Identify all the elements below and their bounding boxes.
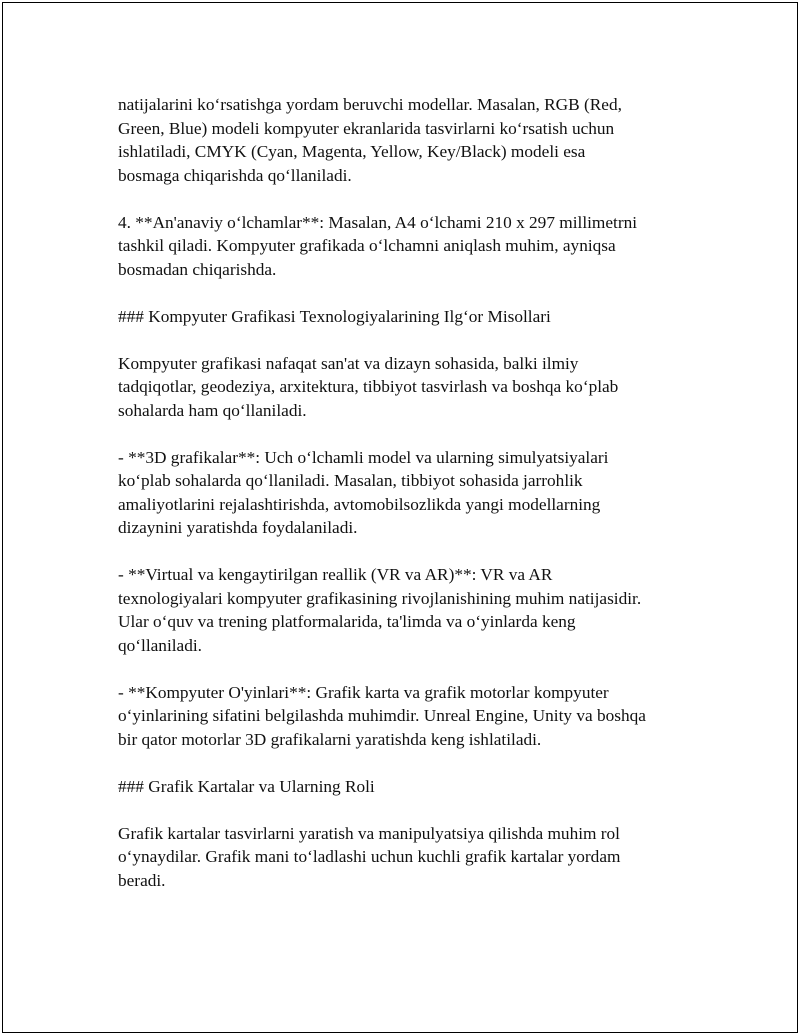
text-line: ### Grafik Kartalar va Ularning Roli [118,776,375,796]
text-line: dizaynini yaratishda foydalaniladi. [118,518,358,537]
text-line: - **Kompyuter O'yinlari**: Grafik karta va grafik motorlar kompyuter [118,682,609,702]
text-line: texnologiyalari kompyuter grafikasining rivojlanishining muhim natijasidir. [118,588,642,608]
text-line: tadqiqotlar, geodeziya, arxitektura, tibbiyot tasvirlash va boshqa ko‘plab [118,377,619,396]
text-line: ishlatiladi, CMYK (Cyan, Magenta, Yellow, Key/Black) modeli esa [118,142,586,161]
text-line: Grafik kartalar tasvirlarni yaratish va manipulyatsiya qilishda muhim rol [118,823,620,843]
text-line: bosmaga chiqarishda qo‘llaniladi. [118,165,352,185]
text-line: beradi. [118,870,166,890]
text-line: Green, Blue) modeli kompyuter ekranlarida tasvirlarni ko‘rsatish uchun [118,118,615,138]
text-line: Kompyuter grafikasi nafaqat san'at va dizayn sohasida, balki ilmiy [118,353,579,373]
paragraph [118,775,698,799]
paragraph [118,681,698,752]
text-line: 4. **An'anaviy o‘lchamlar**: Masalan, A4 o‘lchami 210 x 297 millimetrni [118,212,638,232]
text-line: o‘ynaydilar. Grafik mani to‘ladlashi uchun kuchli grafik kartalar yordam [118,847,621,866]
paragraph [118,446,698,540]
text-line: qo‘llaniladi. [118,635,202,655]
text-line: o‘yinlarining sifatini belgilashda muhimdir. Unreal Engine, Unity va boshqa [118,706,646,725]
document-body [118,93,698,892]
paragraph [118,563,698,657]
text-line: amaliyotlarini rejalashtirishda, avtomobilsozlikda yangi modellarning [118,494,601,514]
paragraph [118,93,698,187]
paragraph [118,352,698,423]
text-line: - **3D grafikalar**: Uch o‘lchamli model va ularning simulyatsiyalari [118,447,609,467]
text-line: sohalarda ham qo‘llaniladi. [118,400,307,420]
text-line: bir qator motorlar 3D grafikalarni yaratishda keng ishlatiladi. [118,729,542,749]
paragraph [118,822,698,893]
text-line: bosmadan chiqarishda. [118,259,277,279]
text-line: - **Virtual va kengaytirilgan reallik (VR va AR)**: VR va AR [118,565,553,584]
text-line: tashkil qiladi. Kompyuter grafikada o‘lchamni aniqlash muhim, ayniqsa [118,236,616,255]
text-line: ### Kompyuter Grafikasi Texnologiyalarining Ilg‘or Misollari [118,306,551,326]
paragraph [118,211,698,282]
text-line: Ular o‘quv va trening platformalarida, ta'limda va o‘yinlarda keng [118,612,576,631]
text-line: ko‘plab sohalarda qo‘llaniladi. Masalan, tibbiyot sohasida jarrohlik [118,471,583,490]
text-line: natijalarini ko‘rsatishga yordam beruvchi modellar. Masalan, RGB (Red, [118,95,622,114]
paragraph [118,305,698,329]
